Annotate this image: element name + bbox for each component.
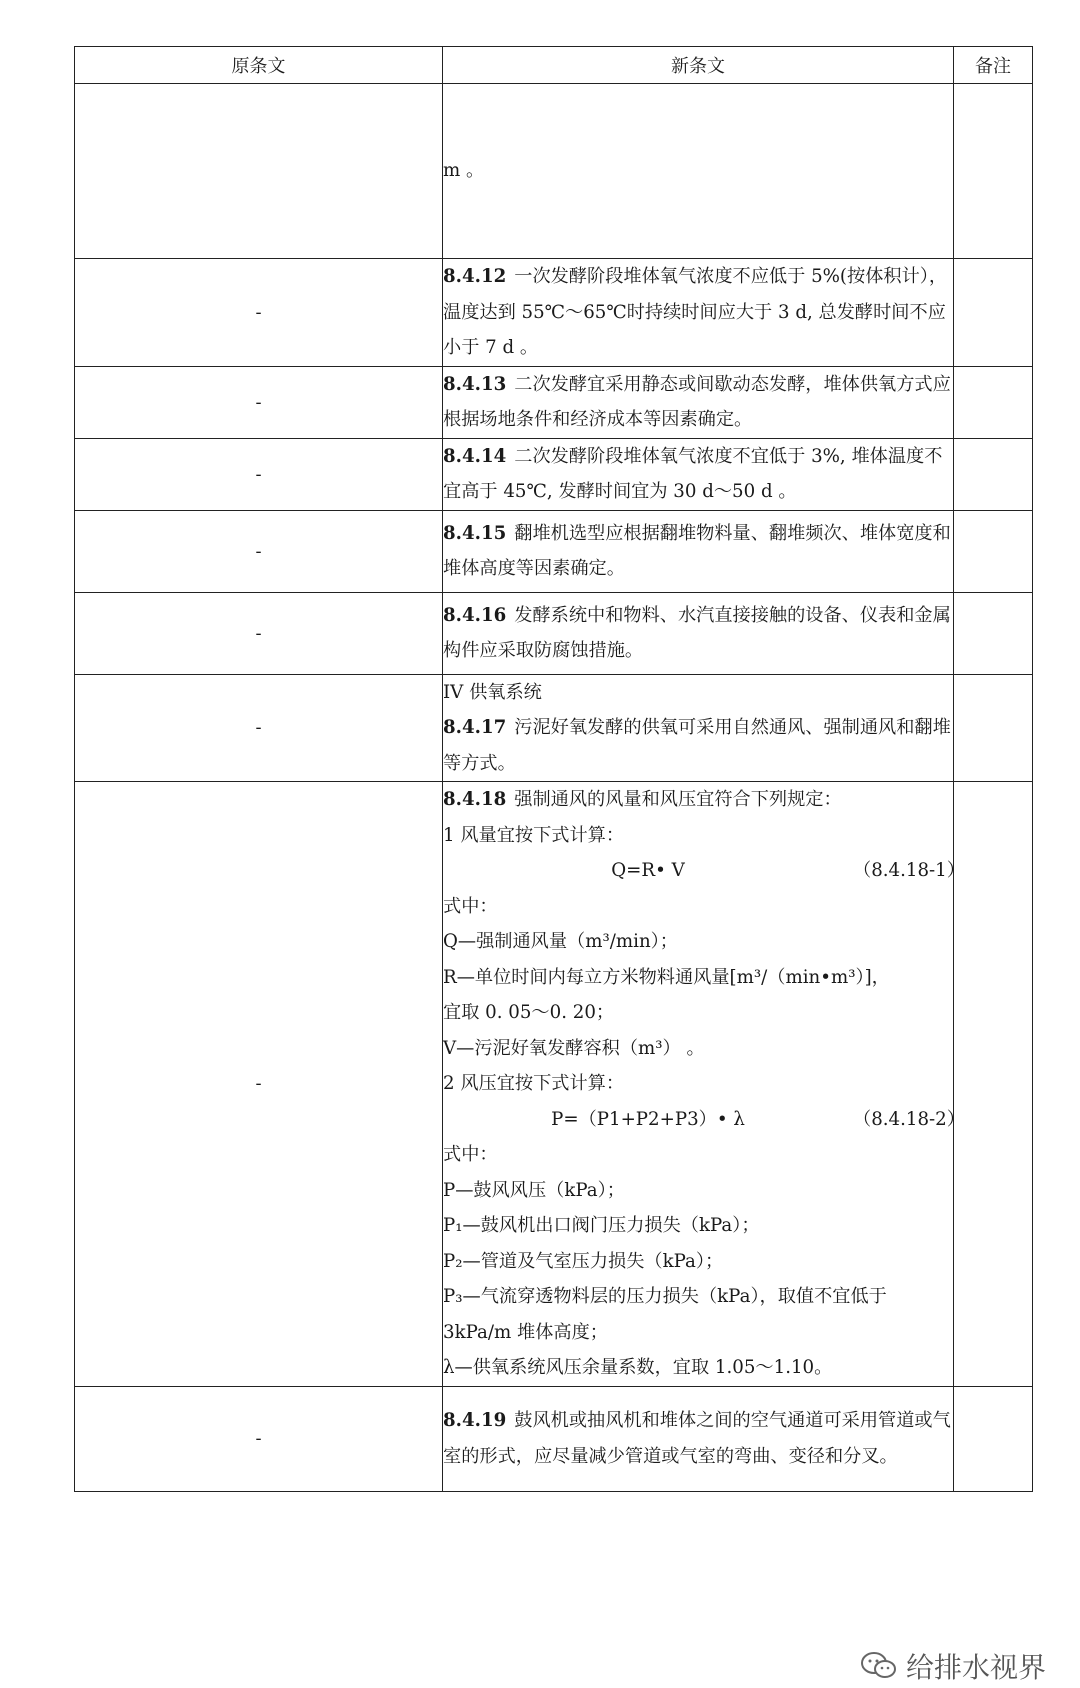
formula-expression: P=（P1+P2+P3）• λ	[551, 1108, 745, 1130]
item-text: 1 风量宜按下式计算：	[443, 824, 625, 846]
clause-text: 强制通风的风量和风压宜符合下列规定：	[514, 789, 842, 810]
clause-id: 8.4.14	[443, 445, 507, 467]
table-row	[75, 438, 1033, 510]
table-row	[75, 1386, 1033, 1491]
new-cell	[443, 438, 954, 510]
new-cell	[443, 510, 954, 592]
original-cell: -	[75, 782, 443, 1387]
remark-cell	[954, 84, 1033, 259]
clause-text: 二次发酵阶段堆体氧气浓度不宜低于 3%, 堆体温度不宜高于 45℃, 发酵时间宜为 30 d～50 d 。	[443, 445, 943, 502]
formula-number: （8.4.18-2）	[853, 1108, 965, 1130]
definition-line: 宜取 0. 05～0. 20；	[443, 1002, 615, 1023]
table-row	[75, 782, 1033, 1387]
table-header-row	[75, 47, 1033, 84]
clause-id: 8.4.13	[443, 373, 507, 395]
definition-line: λ—供氧系统风压余量系数，宜取 1.05～1.10。	[443, 1357, 833, 1378]
new-cell	[443, 1386, 954, 1491]
definition-line: P₁—鼓风机出口阀门压力损失（kPa）；	[443, 1215, 760, 1236]
original-cell: -	[75, 674, 443, 782]
clause-id: 8.4.17	[443, 717, 507, 738]
original-cell: -	[75, 510, 443, 592]
definition-line: R—单位时间内每立方米物料通风量[m³/（min•m³）]，	[443, 966, 890, 988]
formula-number: （8.4.18-1）	[853, 860, 965, 881]
comparison-table	[74, 46, 1033, 1492]
remark-cell	[954, 438, 1033, 510]
definition-line: P₂—管道及气室压力损失（kPa）；	[443, 1250, 724, 1272]
header-original: 原条文	[75, 47, 443, 84]
clause-id: 8.4.18	[443, 789, 507, 810]
clause-id: 8.4.15	[443, 522, 507, 544]
table-row	[75, 259, 1033, 367]
new-cell	[443, 592, 954, 674]
where-label: 式中：	[443, 1144, 498, 1165]
definition-line: P₃—气流穿透物料层的压力损失（kPa），取值不宜低于	[443, 1286, 887, 1307]
formula-line	[443, 1102, 965, 1138]
table-row	[75, 510, 1033, 592]
remark-cell	[954, 1386, 1033, 1491]
original-cell: -	[75, 592, 443, 674]
new-cell	[443, 84, 954, 259]
remark-cell	[954, 782, 1033, 1387]
new-cell	[443, 259, 954, 367]
new-cell	[443, 674, 954, 782]
new-cell	[443, 366, 954, 438]
remark-cell	[954, 674, 1033, 782]
table-row	[75, 674, 1033, 782]
remark-cell	[954, 259, 1033, 367]
clause-id: 8.4.16	[443, 604, 507, 626]
clause-id: 8.4.12	[443, 266, 507, 287]
table-row	[75, 84, 1033, 259]
watermark	[860, 1646, 1046, 1686]
definition-line: V—污泥好氧发酵容积（m³） 。	[443, 1037, 705, 1059]
new-cell	[443, 782, 965, 1387]
item-text: 2 风压宜按下式计算：	[443, 1073, 625, 1094]
where-label: 式中：	[443, 895, 498, 917]
formula-expression: Q=R• V	[611, 860, 685, 881]
remark-cell	[954, 592, 1033, 674]
definition-line: Q—强制通风量（m³/min）；	[443, 931, 678, 952]
definition-line: 3kPa/m 堆体高度；	[443, 1321, 608, 1343]
clause-text: 发酵系统中和物料、水汽直接接触的设备、仪表和金属构件应采取防腐蚀措施。	[443, 604, 951, 661]
original-cell: -	[75, 438, 443, 510]
header-remark: 备注	[954, 47, 1033, 84]
clause-text: 一次发酵阶段堆体氧气浓度不应低于 5%(按体积计），温度达到 55℃～65℃时持续时间应大于 3 d, 总发酵时间不应小于 7 d 。	[443, 266, 948, 358]
original-cell: -	[75, 259, 443, 367]
original-cell: -	[75, 1386, 443, 1491]
clause-text: 二次发酵宜采用静态或间歇动态发酵，堆体供氧方式应根据场地条件和经济成本等因素确定。	[443, 373, 951, 430]
original-cell	[75, 84, 443, 259]
original-cell: -	[75, 366, 443, 438]
clause-text: 污泥好氧发酵的供氧可采用自然通风、强制通风和翻堆等方式。	[443, 717, 951, 774]
table-row	[75, 592, 1033, 674]
clause-text: 鼓风机或抽风机和堆体之间的空气通道可采用管道或气室的形式，应尽量减少管道或气室的弯曲、变径和分叉。	[443, 1410, 951, 1467]
header-new: 新条文	[443, 47, 954, 84]
table-row	[75, 366, 1033, 438]
section-heading: IV 供氧系统	[443, 681, 542, 703]
wechat-icon	[860, 1651, 898, 1681]
formula-line	[443, 853, 965, 889]
definition-line: P—鼓风风压（kPa）；	[443, 1179, 625, 1201]
watermark-text: 给排水视界	[905, 1651, 1046, 1684]
remark-cell	[954, 510, 1033, 592]
clause-text: m 。	[443, 160, 485, 182]
remark-cell	[954, 366, 1033, 438]
clause-id: 8.4.19	[443, 1410, 507, 1431]
clause-text: 翻堆机选型应根据翻堆物料量、翻堆频次、堆体宽度和堆体高度等因素确定。	[443, 522, 951, 579]
